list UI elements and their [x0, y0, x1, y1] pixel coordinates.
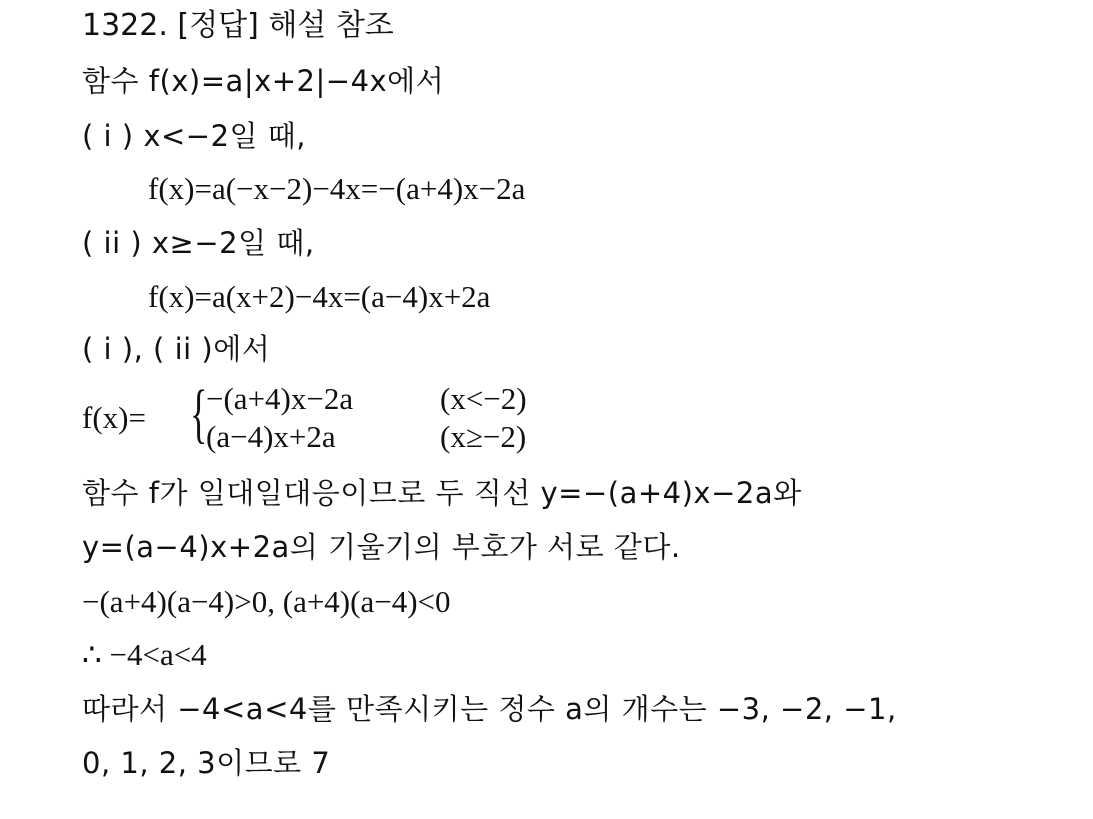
function-definition-line: 함수 f(x)=a|x+2|−4x에서: [82, 64, 445, 98]
piecewise-case-1-expression: −(a+4)x−2a: [206, 381, 354, 416]
left-brace: {: [190, 377, 208, 450]
one-to-one-statement: 함수 f가 일대일대응이므로 두 직선 y=−(a+4)x−2a와: [82, 476, 802, 510]
piecewise-lhs: f(x)=: [82, 400, 146, 435]
piecewise-case-2-expression: (a−4)x+2a: [206, 419, 336, 454]
inequality-line: −(a+4)(a−4)>0, (a+4)(a−4)<0: [82, 584, 451, 619]
conclusion-range: ∴ −4<a<4: [82, 637, 207, 672]
case-i-formula: f(x)=a(−x−2)−4x=−(a+4)x−2a: [148, 171, 526, 206]
slope-sign-statement: y=(a−4)x+2a의 기울기의 부호가 서로 같다.: [82, 530, 681, 564]
solution-heading: 1322. [정답] 해설 참조: [82, 8, 394, 43]
piecewise-case-1-condition: (x<−2): [440, 381, 527, 416]
case-i-condition: ( i ) x<−2일 때,: [82, 119, 307, 153]
piecewise-case-2-condition: (x≥−2): [440, 419, 527, 454]
cases-summary-line: ( i ), ( ii )에서: [82, 332, 271, 366]
case-ii-formula: f(x)=a(x+2)−4x=(a−4)x+2a: [148, 279, 491, 314]
case-ii-condition: ( ii ) x≥−2일 때,: [82, 226, 315, 260]
integer-count-line: 따라서 −4<a<4를 만족시키는 정수 a의 개수는 −3, −2, −1,: [82, 692, 897, 726]
final-answer-line: 0, 1, 2, 3이므로 7: [82, 746, 331, 780]
